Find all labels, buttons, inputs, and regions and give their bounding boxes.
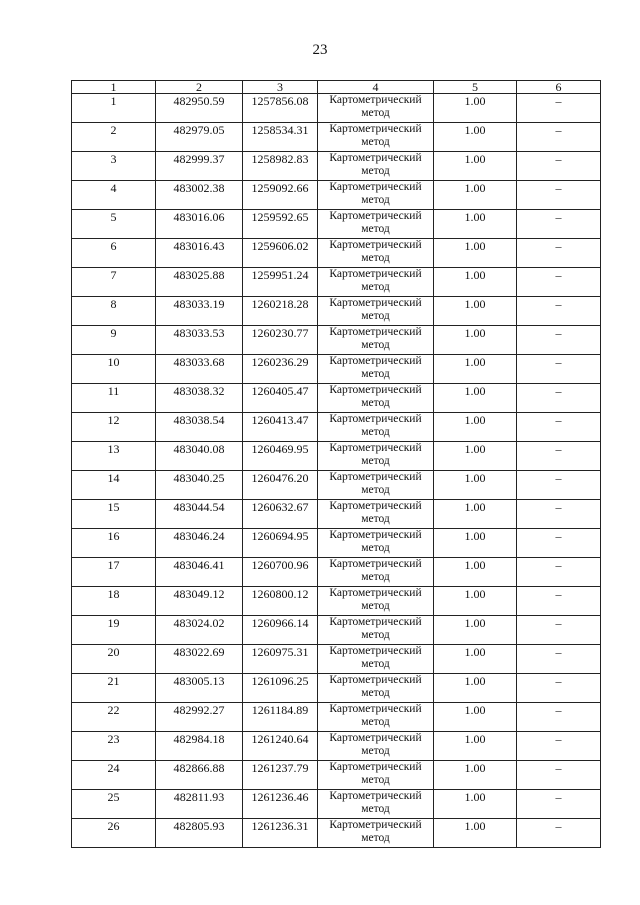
accuracy-cell: 1.00 [434, 413, 517, 442]
accuracy-cell: 1.00 [434, 500, 517, 529]
accuracy-cell: 1.00 [434, 442, 517, 471]
x-coordinate-cell: 483002.38 [156, 181, 243, 210]
note-cell: – [517, 819, 601, 848]
point-number-cell: 9 [72, 326, 156, 355]
method-cell: Картометрический метод [318, 529, 434, 558]
x-coordinate-cell: 483025.88 [156, 268, 243, 297]
accuracy-cell: 1.00 [434, 674, 517, 703]
accuracy-cell: 1.00 [434, 732, 517, 761]
method-cell: Картометрический метод [318, 819, 434, 848]
note-cell: – [517, 297, 601, 326]
point-number-cell: 17 [72, 558, 156, 587]
note-cell: – [517, 326, 601, 355]
x-coordinate-cell: 483016.06 [156, 210, 243, 239]
point-number-cell: 10 [72, 355, 156, 384]
column-header-5: 5 [434, 81, 517, 94]
x-coordinate-cell: 482950.59 [156, 94, 243, 123]
point-number-cell: 19 [72, 616, 156, 645]
y-coordinate-cell: 1260469.95 [243, 442, 318, 471]
note-cell: – [517, 268, 601, 297]
point-number-cell: 23 [72, 732, 156, 761]
accuracy-cell: 1.00 [434, 761, 517, 790]
coordinates-table [71, 80, 601, 848]
table-row [72, 500, 601, 529]
y-coordinate-cell: 1260700.96 [243, 558, 318, 587]
point-number-cell: 20 [72, 645, 156, 674]
x-coordinate-cell: 483033.53 [156, 326, 243, 355]
table-row [72, 819, 601, 848]
column-header-6: 6 [517, 81, 601, 94]
note-cell: – [517, 239, 601, 268]
table-row [72, 587, 601, 616]
y-coordinate-cell: 1260236.29 [243, 355, 318, 384]
y-coordinate-cell: 1260632.67 [243, 500, 318, 529]
table-row [72, 790, 601, 819]
method-cell: Картометрический метод [318, 384, 434, 413]
y-coordinate-cell: 1259606.02 [243, 239, 318, 268]
table-body [72, 81, 601, 848]
y-coordinate-cell: 1258534.31 [243, 123, 318, 152]
note-cell: – [517, 500, 601, 529]
x-coordinate-cell: 483049.12 [156, 587, 243, 616]
x-coordinate-cell: 483046.24 [156, 529, 243, 558]
y-coordinate-cell: 1260966.14 [243, 616, 318, 645]
y-coordinate-cell: 1261236.31 [243, 819, 318, 848]
method-cell: Картометрический метод [318, 181, 434, 210]
table-row [72, 94, 601, 123]
x-coordinate-cell: 483033.19 [156, 297, 243, 326]
method-cell: Картометрический метод [318, 761, 434, 790]
accuracy-cell: 1.00 [434, 210, 517, 239]
method-cell: Картометрический метод [318, 123, 434, 152]
point-number-cell: 18 [72, 587, 156, 616]
point-number-cell: 8 [72, 297, 156, 326]
method-cell: Картометрический метод [318, 732, 434, 761]
y-coordinate-cell: 1261184.89 [243, 703, 318, 732]
note-cell: – [517, 471, 601, 500]
y-coordinate-cell: 1260476.20 [243, 471, 318, 500]
point-number-cell: 14 [72, 471, 156, 500]
point-number-cell: 1 [72, 94, 156, 123]
y-coordinate-cell: 1260413.47 [243, 413, 318, 442]
accuracy-cell: 1.00 [434, 587, 517, 616]
table-row [72, 239, 601, 268]
table-row [72, 297, 601, 326]
y-coordinate-cell: 1257856.08 [243, 94, 318, 123]
point-number-cell: 15 [72, 500, 156, 529]
note-cell: – [517, 413, 601, 442]
note-cell: – [517, 645, 601, 674]
method-cell: Картометрический метод [318, 790, 434, 819]
accuracy-cell: 1.00 [434, 94, 517, 123]
accuracy-cell: 1.00 [434, 297, 517, 326]
accuracy-cell: 1.00 [434, 819, 517, 848]
method-cell: Картометрический метод [318, 152, 434, 181]
point-number-cell: 25 [72, 790, 156, 819]
accuracy-cell: 1.00 [434, 181, 517, 210]
method-cell: Картометрический метод [318, 471, 434, 500]
method-cell: Картометрический метод [318, 268, 434, 297]
accuracy-cell: 1.00 [434, 326, 517, 355]
method-cell: Картометрический метод [318, 239, 434, 268]
table-row [72, 703, 601, 732]
x-coordinate-cell: 482984.18 [156, 732, 243, 761]
table-row [72, 471, 601, 500]
table-row [72, 442, 601, 471]
x-coordinate-cell: 483005.13 [156, 674, 243, 703]
table-row [72, 181, 601, 210]
note-cell: – [517, 152, 601, 181]
note-cell: – [517, 181, 601, 210]
y-coordinate-cell: 1260800.12 [243, 587, 318, 616]
accuracy-cell: 1.00 [434, 239, 517, 268]
method-cell: Картометрический метод [318, 500, 434, 529]
table-row [72, 152, 601, 181]
note-cell: – [517, 558, 601, 587]
accuracy-cell: 1.00 [434, 384, 517, 413]
x-coordinate-cell: 483038.54 [156, 413, 243, 442]
table-row [72, 616, 601, 645]
method-cell: Картометрический метод [318, 616, 434, 645]
x-coordinate-cell: 483033.68 [156, 355, 243, 384]
method-cell: Картометрический метод [318, 355, 434, 384]
method-cell: Картометрический метод [318, 94, 434, 123]
point-number-cell: 6 [72, 239, 156, 268]
point-number-cell: 26 [72, 819, 156, 848]
note-cell: – [517, 355, 601, 384]
x-coordinate-cell: 483046.41 [156, 558, 243, 587]
point-number-cell: 21 [72, 674, 156, 703]
y-coordinate-cell: 1261096.25 [243, 674, 318, 703]
y-coordinate-cell: 1259092.66 [243, 181, 318, 210]
x-coordinate-cell: 482811.93 [156, 790, 243, 819]
note-cell: – [517, 529, 601, 558]
method-cell: Картометрический метод [318, 297, 434, 326]
accuracy-cell: 1.00 [434, 703, 517, 732]
table-row [72, 529, 601, 558]
accuracy-cell: 1.00 [434, 790, 517, 819]
method-cell: Картометрический метод [318, 645, 434, 674]
point-number-cell: 4 [72, 181, 156, 210]
page-number: 23 [312, 42, 328, 58]
note-cell: – [517, 703, 601, 732]
table-header-row [72, 81, 601, 94]
y-coordinate-cell: 1261237.79 [243, 761, 318, 790]
column-header-4: 4 [318, 81, 434, 94]
method-cell: Картометрический метод [318, 326, 434, 355]
x-coordinate-cell: 482805.93 [156, 819, 243, 848]
accuracy-cell: 1.00 [434, 558, 517, 587]
note-cell: – [517, 384, 601, 413]
x-coordinate-cell: 483040.25 [156, 471, 243, 500]
point-number-cell: 13 [72, 442, 156, 471]
point-number-cell: 2 [72, 123, 156, 152]
x-coordinate-cell: 483022.69 [156, 645, 243, 674]
accuracy-cell: 1.00 [434, 645, 517, 674]
point-number-cell: 22 [72, 703, 156, 732]
method-cell: Картометрический метод [318, 674, 434, 703]
accuracy-cell: 1.00 [434, 123, 517, 152]
y-coordinate-cell: 1261236.46 [243, 790, 318, 819]
point-number-cell: 7 [72, 268, 156, 297]
x-coordinate-cell: 483038.32 [156, 384, 243, 413]
table-row [72, 413, 601, 442]
x-coordinate-cell: 483024.02 [156, 616, 243, 645]
table-row [72, 674, 601, 703]
y-coordinate-cell: 1260405.47 [243, 384, 318, 413]
table-row [72, 326, 601, 355]
y-coordinate-cell: 1260230.77 [243, 326, 318, 355]
x-coordinate-cell: 482992.27 [156, 703, 243, 732]
note-cell: – [517, 442, 601, 471]
note-cell: – [517, 210, 601, 239]
table-row [72, 732, 601, 761]
note-cell: – [517, 732, 601, 761]
y-coordinate-cell: 1261240.64 [243, 732, 318, 761]
y-coordinate-cell: 1259951.24 [243, 268, 318, 297]
table-row [72, 210, 601, 239]
accuracy-cell: 1.00 [434, 471, 517, 500]
table-row [72, 355, 601, 384]
table-row [72, 268, 601, 297]
note-cell: – [517, 94, 601, 123]
point-number-cell: 5 [72, 210, 156, 239]
note-cell: – [517, 674, 601, 703]
point-number-cell: 11 [72, 384, 156, 413]
table-row [72, 384, 601, 413]
method-cell: Картометрический метод [318, 703, 434, 732]
y-coordinate-cell: 1259592.65 [243, 210, 318, 239]
table-row [72, 761, 601, 790]
method-cell: Картометрический метод [318, 210, 434, 239]
method-cell: Картометрический метод [318, 442, 434, 471]
x-coordinate-cell: 483044.54 [156, 500, 243, 529]
y-coordinate-cell: 1258982.83 [243, 152, 318, 181]
y-coordinate-cell: 1260975.31 [243, 645, 318, 674]
point-number-cell: 3 [72, 152, 156, 181]
x-coordinate-cell: 482866.88 [156, 761, 243, 790]
y-coordinate-cell: 1260218.28 [243, 297, 318, 326]
note-cell: – [517, 761, 601, 790]
x-coordinate-cell: 483016.43 [156, 239, 243, 268]
point-number-cell: 16 [72, 529, 156, 558]
accuracy-cell: 1.00 [434, 268, 517, 297]
table-row [72, 123, 601, 152]
table-row [72, 558, 601, 587]
column-header-3: 3 [243, 81, 318, 94]
accuracy-cell: 1.00 [434, 152, 517, 181]
note-cell: – [517, 790, 601, 819]
accuracy-cell: 1.00 [434, 529, 517, 558]
accuracy-cell: 1.00 [434, 616, 517, 645]
method-cell: Картометрический метод [318, 558, 434, 587]
note-cell: – [517, 587, 601, 616]
point-number-cell: 12 [72, 413, 156, 442]
x-coordinate-cell: 482999.37 [156, 152, 243, 181]
table-row [72, 645, 601, 674]
x-coordinate-cell: 483040.08 [156, 442, 243, 471]
note-cell: – [517, 123, 601, 152]
method-cell: Картометрический метод [318, 413, 434, 442]
point-number-cell: 24 [72, 761, 156, 790]
column-header-2: 2 [156, 81, 243, 94]
method-cell: Картометрический метод [318, 587, 434, 616]
note-cell: – [517, 616, 601, 645]
x-coordinate-cell: 482979.05 [156, 123, 243, 152]
column-header-1: 1 [72, 81, 156, 94]
accuracy-cell: 1.00 [434, 355, 517, 384]
y-coordinate-cell: 1260694.95 [243, 529, 318, 558]
